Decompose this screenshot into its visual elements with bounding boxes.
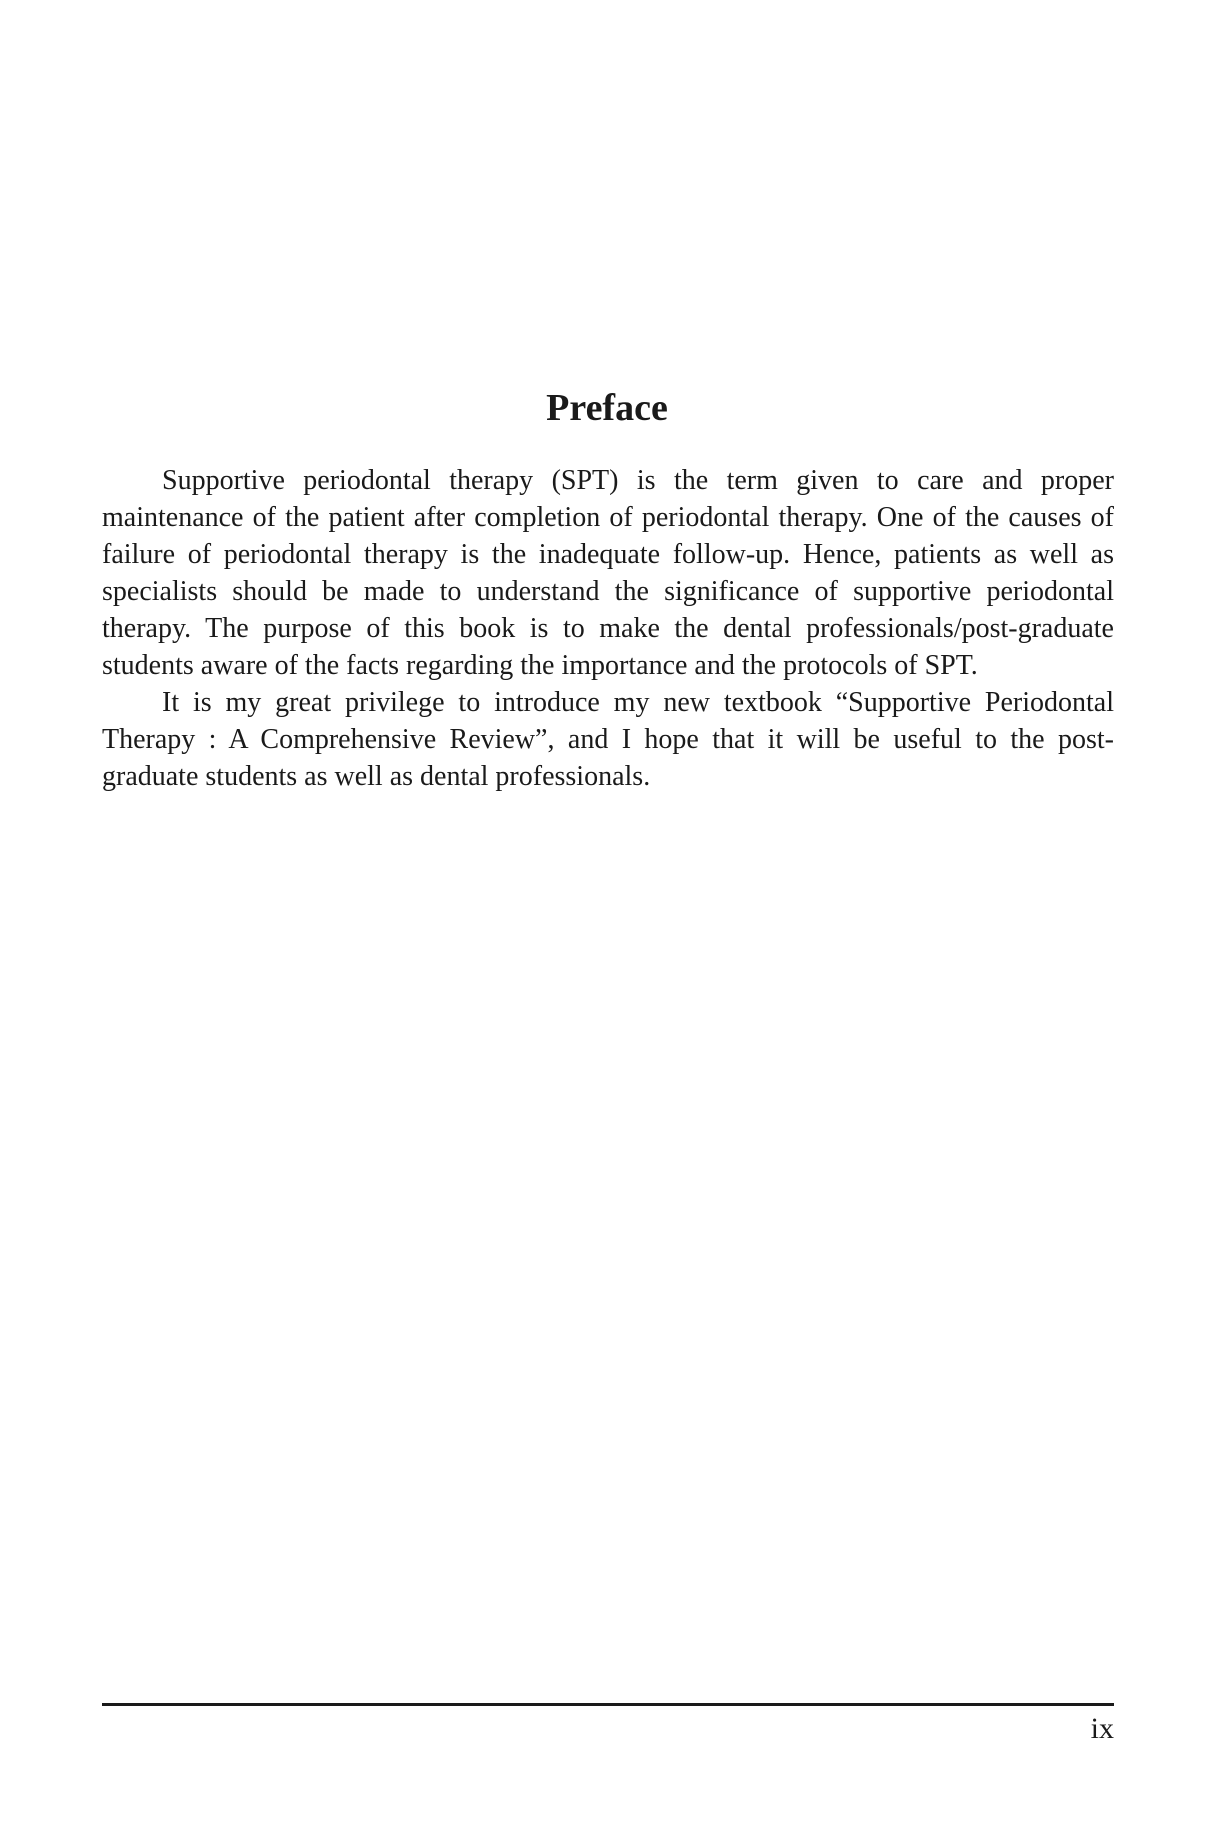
page-number: ix <box>1090 1712 1114 1745</box>
paragraph-2: It is my great privilege to introduce my new textbook “Supportive Periodontal Therapy : A Comprehensive Review”, and I hope that it will be useful to the post-graduate students as well as dental professionals. <box>102 687 1114 792</box>
preface-body <box>102 462 1114 795</box>
footer-rule <box>102 1703 1114 1706</box>
page-title: Preface <box>546 387 668 429</box>
paragraph-1: Supportive periodontal therapy (SPT) is the term given to care and proper maintenance of the patient after completion of periodontal therapy. One of the causes of failure of periodontal therapy is the inadequate follow-up. Hence, patients as well as specialists should be made to understand the significance of supportive periodontal therapy. The purpose of this book is to make the dental professionals/post-graduate students aware of the facts regarding the importance and the protocols of SPT. <box>102 465 1114 681</box>
